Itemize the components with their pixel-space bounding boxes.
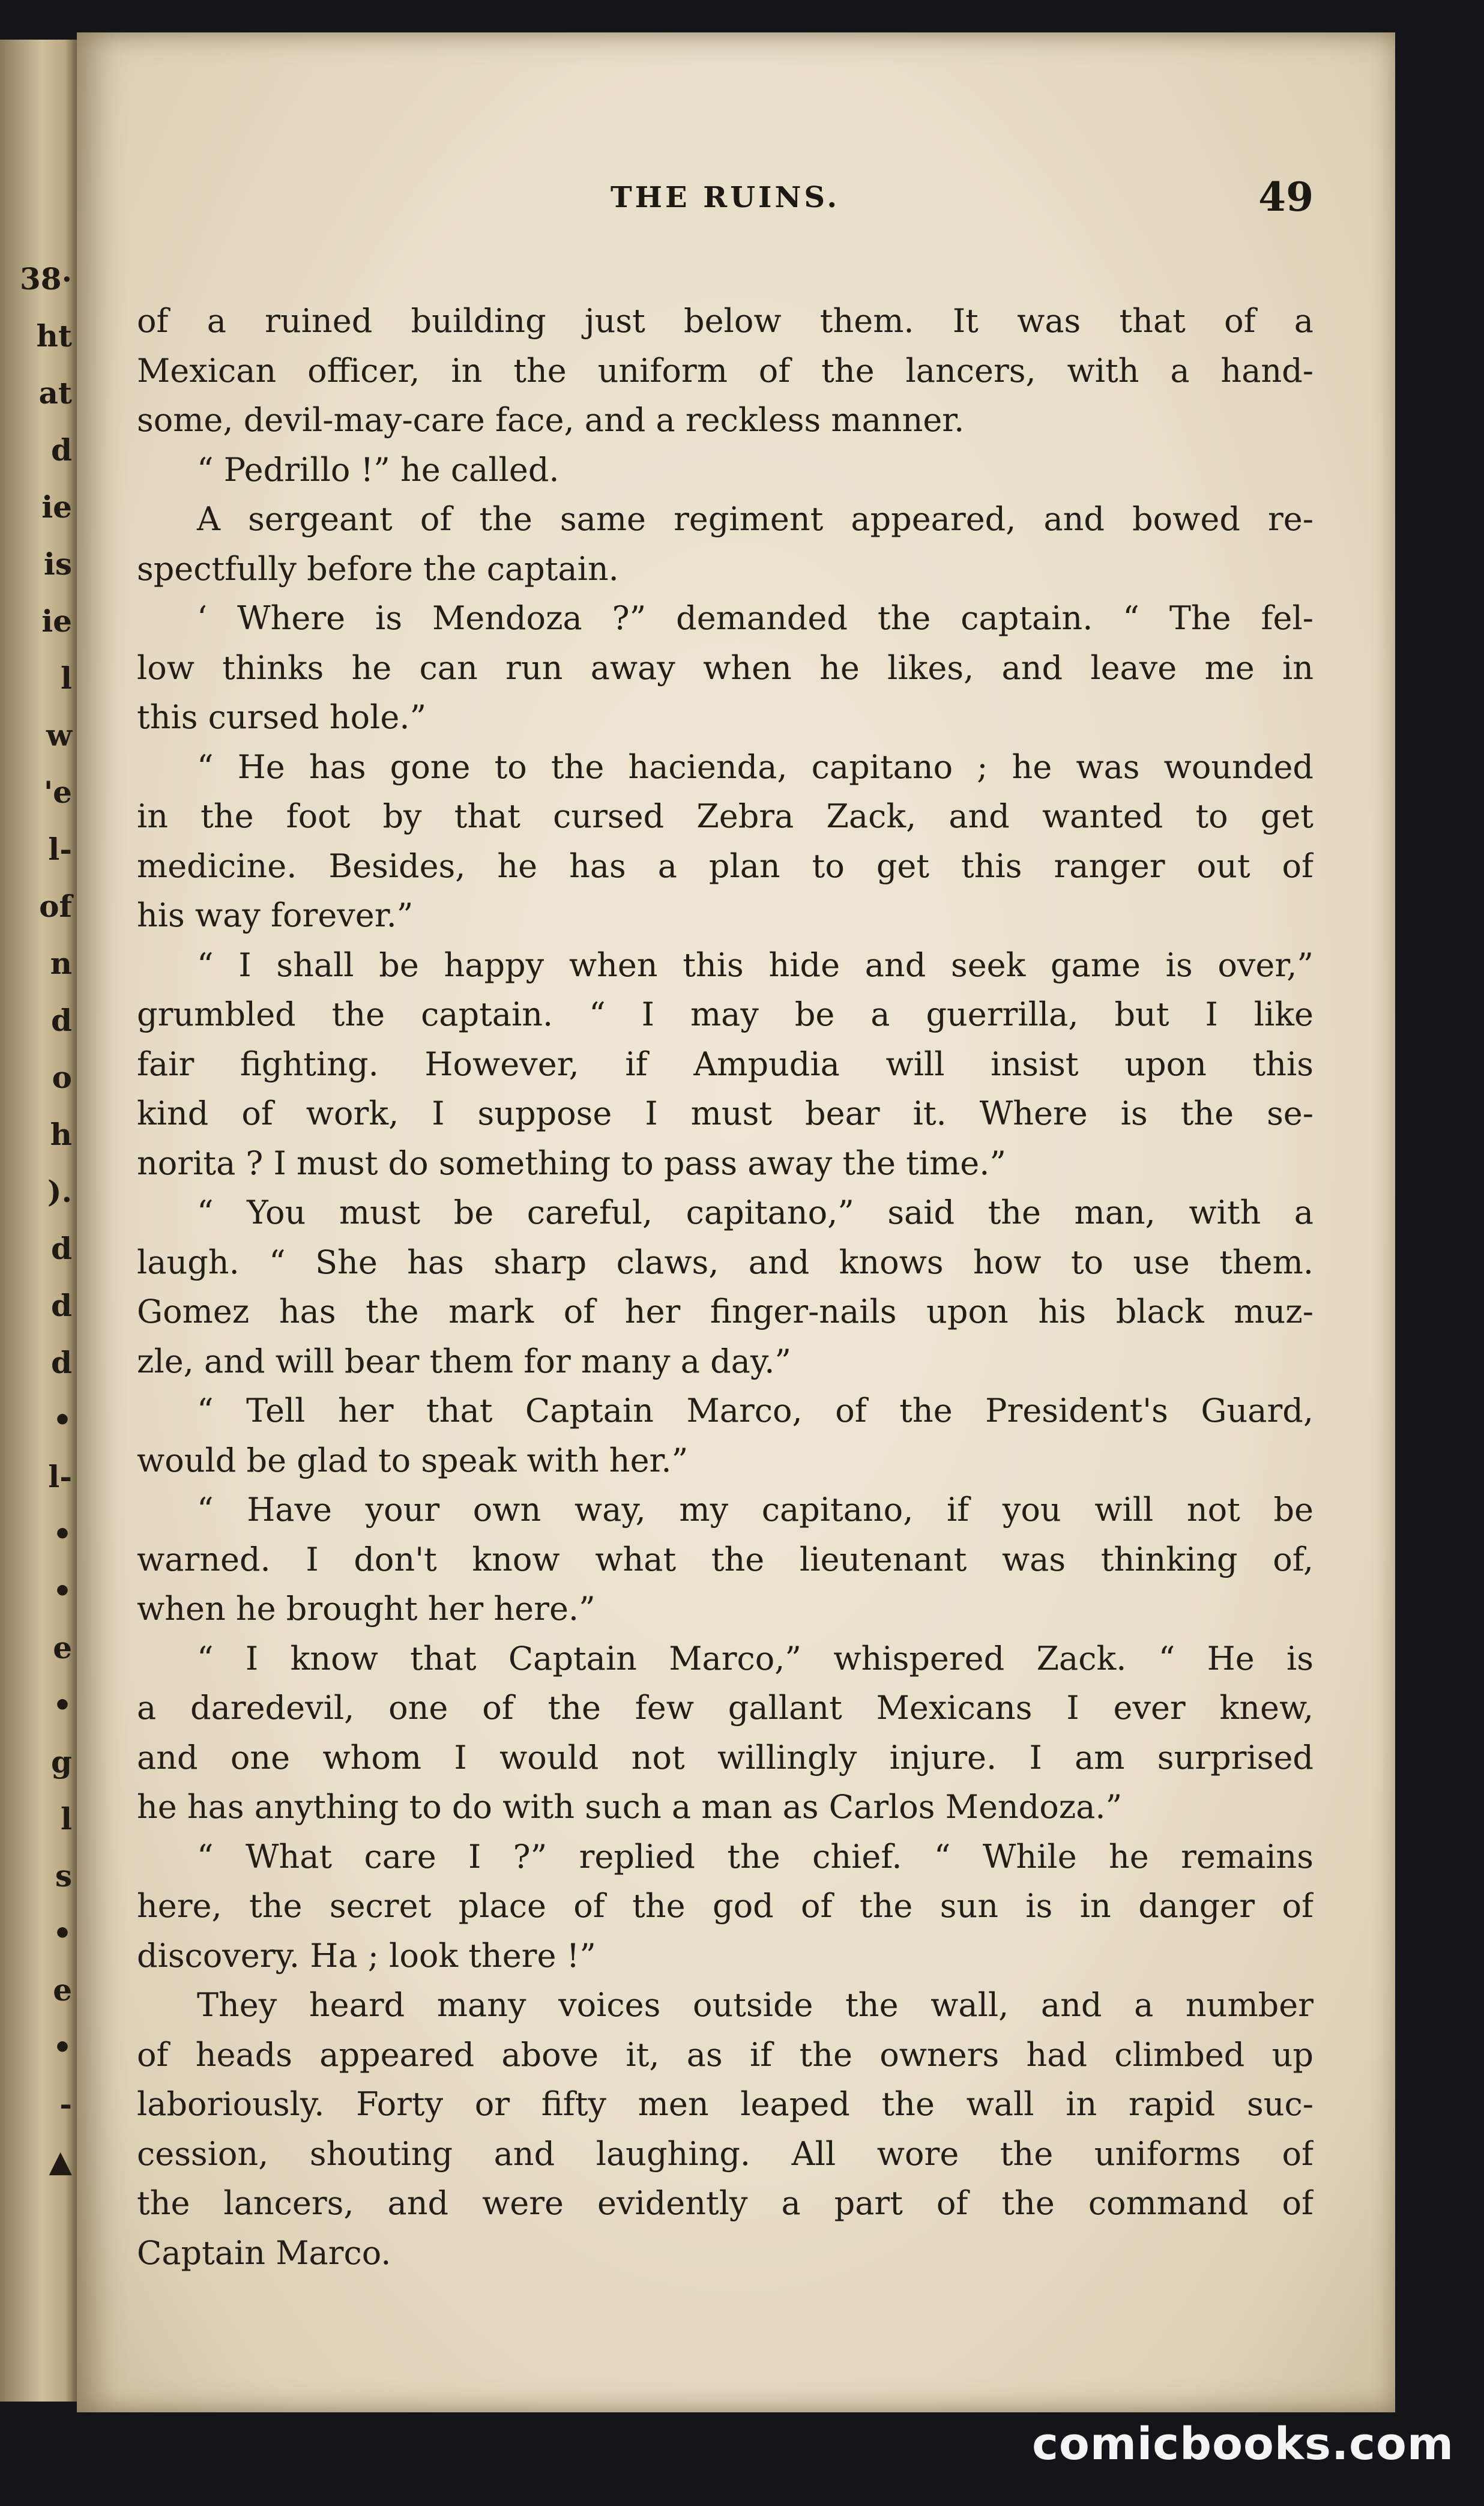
text-line: “ I know that Captain Marco,” whispered Zack. “ He is	[197, 1639, 1314, 1677]
facing-page-edge	[0, 40, 77, 2402]
facing-page-fragment: •	[53, 2029, 72, 2065]
text-line: “ Pedrillo !” he called.	[197, 450, 560, 489]
text-line: Mexican officer, in the uniform of the lancers, with a hand-	[137, 351, 1314, 390]
text-line: “ You must be careful, capitano,” said the man, with a	[197, 1194, 1314, 1231]
text-line: They heard many voices outside the wall, and a number	[197, 1986, 1314, 2024]
text-line: “ Have your own way, my capitano, if you will not be	[197, 1491, 1314, 1529]
page-number: 49	[1258, 174, 1314, 220]
text-line: “ I shall be happy when this hide and seek game is over,”	[197, 946, 1314, 984]
facing-page-fragment: •	[53, 1573, 72, 1608]
text-line: medicine. Besides, he has a plan to get this ranger out of	[137, 847, 1314, 885]
text-line: “ What care I ?” replied the chief. “ While he remains	[197, 1837, 1314, 1876]
facing-page-fragment: n	[50, 946, 72, 981]
running-head-title: THE RUINS.	[610, 181, 840, 214]
facing-page-fragment: e	[53, 1630, 72, 1665]
text-line: “ He has gone to the hacienda, capitano ; he was wounded	[197, 747, 1314, 786]
facing-page-fragment: d	[51, 1231, 72, 1266]
facing-page-fragment: 'e	[43, 774, 72, 810]
text-line: some, devil-may-care face, and a reckless manner.	[137, 401, 965, 439]
text-line: low thinks he can run away when he likes, and leave me in	[137, 648, 1314, 687]
facing-page-fragment: of	[39, 889, 72, 924]
facing-page-fragment: 38·	[20, 261, 72, 297]
watermark: comicbooks.com	[1032, 2418, 1454, 2470]
text-line: grumbled the captain. “ I may be a guerrilla, but I like	[137, 995, 1314, 1033]
facing-page-fragment: d	[51, 1003, 72, 1038]
text-line: would be glad to speak with her.”	[137, 1441, 689, 1479]
text-line: his way forever.”	[137, 896, 414, 934]
book-page	[77, 32, 1395, 2412]
text-line: of heads appeared above it, as if the owners had climbed up	[137, 2035, 1314, 2074]
text-line: Captain Marco.	[137, 2233, 391, 2272]
text-line: laboriously. Forty or fifty men leaped the wall in rapid suc-	[137, 2085, 1314, 2123]
text-line: spectfully before the captain.	[137, 549, 619, 588]
facing-page-fragment: l	[61, 660, 72, 696]
text-line: kind of work, I suppose I must bear it. Where is the se-	[137, 1094, 1314, 1132]
text-line: the lancers, and were evidently a part of the command of	[137, 2184, 1314, 2222]
text-line: cession, shouting and laughing. All wore the uniforms of	[137, 2134, 1314, 2173]
facing-page-fragment: h	[50, 1117, 72, 1152]
facing-page-fragment: l-	[48, 1459, 72, 1494]
facing-page-fragment: d	[51, 1345, 72, 1380]
text-line: here, the secret place of the god of the sun is in danger of	[137, 1887, 1314, 1925]
text-line: discovery. Ha ; look there !”	[137, 1936, 596, 1975]
text-line: ‘ Where is Mendoza ?” demanded the captain. “ The fel-	[197, 599, 1314, 637]
text-line: when he brought her here.”	[137, 1590, 596, 1628]
text-line: norita ? I must do something to pass away the time.”	[137, 1144, 1007, 1182]
text-line: warned. I don't know what the lieutenant was thinking of,	[137, 1540, 1314, 1578]
facing-page-fragment: ).	[47, 1174, 72, 1209]
facing-page-fragment: g	[51, 1744, 72, 1780]
facing-page-fragment: d	[51, 1288, 72, 1323]
facing-page-fragment: •	[53, 1687, 72, 1722]
facing-page-fragment: -	[59, 2086, 72, 2122]
text-line: in the foot by that cursed Zebra Zack, and wanted to get	[137, 797, 1314, 835]
text-line: zle, and will bear them for many a day.”	[137, 1342, 791, 1380]
facing-page-fragment: ie	[41, 489, 72, 525]
text-line: fair fighting. However, if Ampudia will insist upon this	[137, 1045, 1314, 1083]
facing-page-fragment: w	[46, 717, 72, 753]
facing-page-fragment: l-	[48, 832, 72, 867]
facing-page-fragment: ie	[41, 603, 72, 639]
text-line: A sergeant of the same regiment appeared, and bowed re-	[197, 500, 1314, 538]
running-head	[137, 174, 1314, 235]
facing-page-fragment: l	[61, 1801, 72, 1837]
text-line: of a ruined building just below them. It was that of a	[137, 302, 1314, 340]
facing-page-fragment: •	[53, 1516, 72, 1551]
facing-page-fragment: at	[38, 375, 72, 411]
text-line: this cursed hole.”	[137, 698, 427, 736]
text-line: he has anything to do with such a man as Carlos Mendoza.”	[137, 1788, 1123, 1826]
facing-page-fragment: ▲	[49, 2143, 72, 2179]
text-line: Gomez has the mark of her finger-nails upon his black muz-	[137, 1293, 1314, 1330]
facing-page-fragment: d	[51, 432, 72, 468]
facing-page-fragment: •	[53, 1402, 72, 1437]
facing-page-fragment: ht	[36, 318, 72, 354]
facing-page-fragment: •	[53, 1915, 72, 1951]
facing-page-fragment: o	[52, 1060, 72, 1095]
facing-page-fragment: is	[43, 546, 72, 582]
text-line: “ Tell her that Captain Marco, of the President's Guard,	[197, 1392, 1314, 1430]
facing-page-fragment: s	[55, 1858, 72, 1894]
text-line: a daredevil, one of the few gallant Mexicans I ever knew,	[137, 1689, 1314, 1727]
text-line: and one whom I would not willingly injure. I am surprised	[137, 1738, 1314, 1777]
body-text	[137, 297, 1314, 2278]
text-line: laugh. “ She has sharp claws, and knows how to use them.	[137, 1243, 1314, 1281]
facing-page-fragment: e	[53, 1972, 72, 2008]
